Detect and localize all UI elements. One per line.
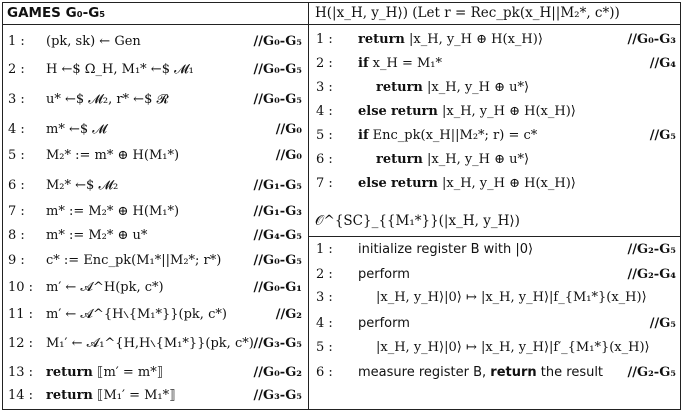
right_top-line-number: 2 : [316, 56, 333, 71]
left-line-number: 1 : [8, 34, 25, 49]
right_bottom-code-line: perform [358, 316, 410, 331]
left-code-line: c* := Enc_pk(M₁*||M₂*; r*) [46, 253, 222, 268]
left-line-number: 13 : [8, 365, 34, 380]
left-line-number: 7 : [8, 204, 25, 219]
games-title: GAMES G₀-G₅ [7, 5, 106, 21]
right-bottom-title-rule [308, 236, 681, 237]
left-game-comment: //G₀-G₅ [253, 62, 302, 77]
left-code-line: u* ←$ 𝓜₂, r* ←$ 𝓡 [46, 92, 169, 107]
right_top-code-line: return |x_H, y_H ⊕ u*⟩ [376, 152, 530, 167]
left-code-line: m* := M₂* ⊕ H(M₁*) [46, 204, 180, 219]
right_top-line-number: 3 : [316, 80, 333, 95]
left-game-comment: //G₀-G₅ [253, 92, 302, 107]
right_bottom-line-number: 6 : [316, 365, 333, 380]
right_top-line-number: 6 : [316, 152, 333, 167]
right_bottom-line-number: 1 : [316, 242, 333, 257]
right_bottom-code-line: perform [358, 267, 410, 282]
right_bottom-code-line: |x_H, y_H⟩|0⟩ ↦ |x_H, y_H⟩|f′_{M₁*}(x_H)⟩ [376, 340, 650, 355]
left-code-line: return ⟦M₁′ = M₁*⟧ [46, 388, 176, 403]
left-game-comment: //G₄-G₅ [253, 228, 302, 243]
left-game-comment: //G₁-G₅ [253, 178, 302, 193]
left-game-comment: //G₀-G₅ [253, 34, 302, 49]
left-line-number: 4 : [8, 122, 25, 137]
right_bottom-line-number: 5 : [316, 340, 333, 355]
right_top-line-number: 1 : [316, 32, 333, 47]
left-game-comment: //G₀-G₅ [253, 253, 302, 268]
right_bottom-game-comment: //G₂-G₅ [627, 242, 676, 257]
left-title-rule [2, 24, 308, 25]
left-line-number: 8 : [8, 228, 25, 243]
left-game-comment: //G₀-G₁ [253, 280, 302, 295]
left-line-number: 11 : [8, 307, 34, 322]
left-code-line: M₁′ ← 𝓐₁^{H,H∖{M₁*}}(pk, c*) [46, 336, 254, 351]
left-line-number: 6 : [8, 178, 25, 193]
right_bottom-game-comment: //G₂-G₅ [627, 365, 676, 380]
column-divider [308, 2, 309, 410]
right_top-code-line: else return |x_H, y_H ⊕ H(x_H)⟩ [358, 176, 576, 191]
left-game-comment: //G₀-G₂ [253, 365, 302, 380]
left-game-comment: //G₃-G₅ [253, 336, 302, 351]
left-code-line: m* := M₂* ⊕ u* [46, 228, 148, 243]
right_top-line-number: 4 : [316, 104, 333, 119]
right_top-code-line: return |x_H, y_H ⊕ H(x_H)⟩ [358, 32, 543, 47]
semi-classical-oracle-title: 𝒪^{SC}_{{M₁*}}(|x_H, y_H⟩) [315, 213, 520, 229]
right_top-game-comment: //G₀-G₃ [627, 32, 676, 47]
right_bottom-code-line: measure register B, return the result [358, 365, 604, 380]
left-game-comment: //G₀ [275, 122, 302, 137]
right_bottom-game-comment: //G₂-G₄ [627, 267, 676, 282]
hash-oracle-title: H(|x_H, y_H⟩) (Let r = Rec_pk(x_H||M₂*, c*)) [315, 5, 620, 21]
right_top-code-line: if x_H = M₁* [358, 56, 443, 71]
left-line-number: 12 : [8, 336, 34, 351]
left-code-line: m′ ← 𝓐^{H∖{M₁*}}(pk, c*) [46, 307, 227, 322]
left-code-line: m′ ← 𝓐^H(pk, c*) [46, 280, 164, 295]
left-code-line: m* ←$ 𝓜 [46, 122, 107, 137]
right_top-code-line: if Enc_pk(x_H||M₂*; r) = c* [358, 128, 538, 143]
left-game-comment: //G₃-G₅ [253, 388, 302, 403]
left-line-number: 10 : [8, 280, 34, 295]
left-line-number: 14 : [8, 388, 34, 403]
left-game-comment: //G₂ [275, 307, 302, 322]
left-code-line: return ⟦m′ = m*⟧ [46, 365, 164, 380]
right_bottom-code-line: |x_H, y_H⟩|0⟩ ↦ |x_H, y_H⟩|f_{M₁*}(x_H)⟩ [376, 290, 647, 305]
right_top-game-comment: //G₅ [649, 128, 676, 143]
right_bottom-code-line: initialize register B with |0⟩ [358, 242, 534, 257]
right-top-title-rule [308, 24, 681, 25]
left-code-line: (pk, sk) ← Gen [46, 34, 141, 49]
right_top-code-line: else return |x_H, y_H ⊕ H(x_H)⟩ [358, 104, 576, 119]
left-line-number: 9 : [8, 253, 25, 268]
right_bottom-line-number: 3 : [316, 290, 333, 305]
left-game-comment: //G₀ [275, 148, 302, 163]
right_bottom-game-comment: //G₅ [649, 316, 676, 331]
right_bottom-line-number: 4 : [316, 316, 333, 331]
right_top-game-comment: //G₄ [649, 56, 676, 71]
left-code-line: M₂* ←$ 𝓜₂ [46, 178, 119, 193]
left-code-line: H ←$ Ω_H, M₁* ←$ 𝓜₁ [46, 62, 194, 77]
right_bottom-line-number: 2 : [316, 267, 333, 282]
right_top-line-number: 5 : [316, 128, 333, 143]
right_top-code-line: return |x_H, y_H ⊕ u*⟩ [376, 80, 530, 95]
left-code-line: M₂* := m* ⊕ H(M₁*) [46, 148, 180, 163]
left-line-number: 5 : [8, 148, 25, 163]
left-game-comment: //G₁-G₃ [253, 204, 302, 219]
left-line-number: 3 : [8, 92, 25, 107]
right_top-line-number: 7 : [316, 176, 333, 191]
left-line-number: 2 : [8, 62, 25, 77]
